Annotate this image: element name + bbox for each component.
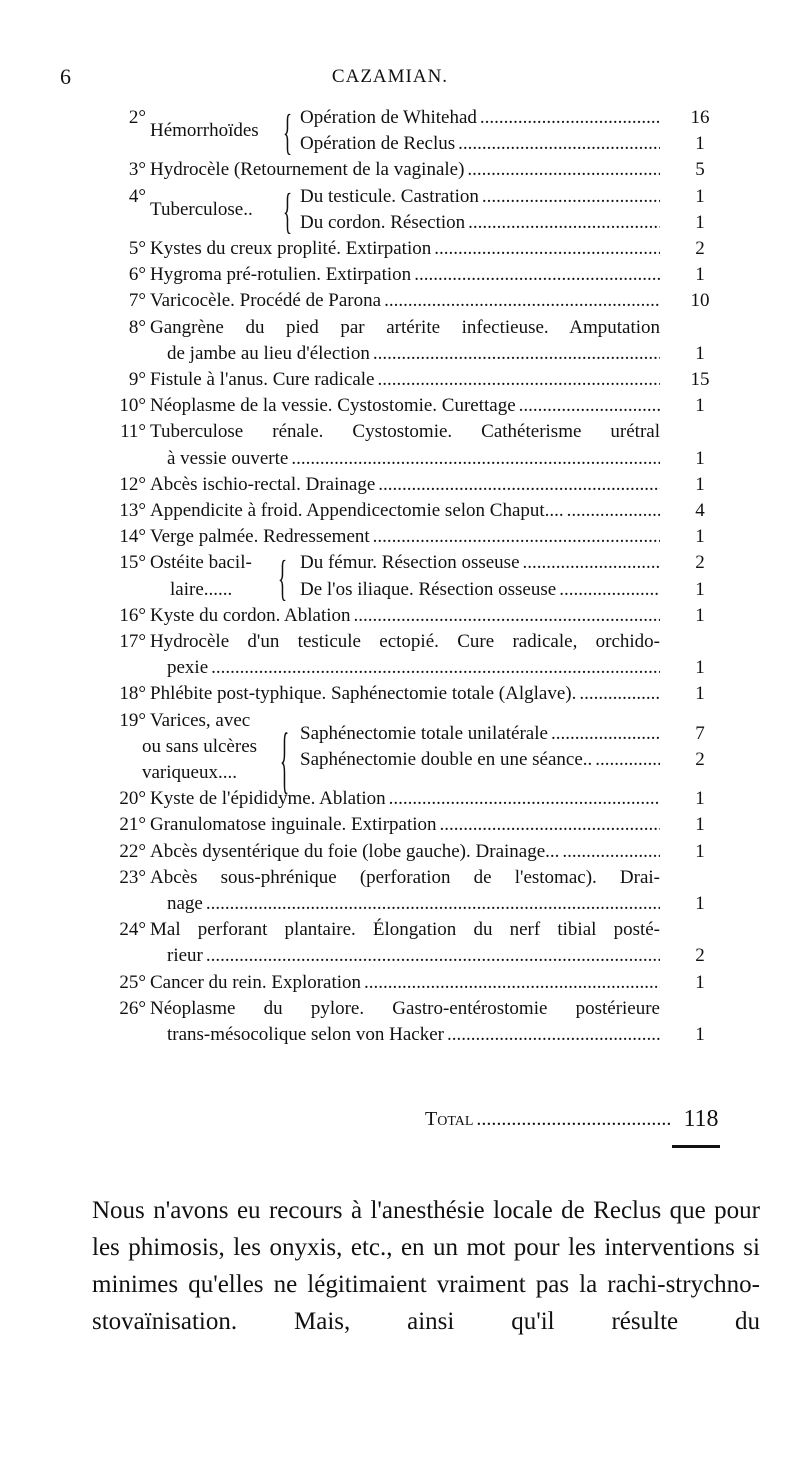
entry-text xyxy=(150,393,660,419)
entry-count: 2 xyxy=(695,945,705,967)
entry-count: 2 xyxy=(695,748,705,770)
entry-text-text: Appendicite à froid. Appendicectomie selon Chaput.... xyxy=(150,500,564,521)
item-number: 12° xyxy=(119,473,146,495)
entry-count: 1 xyxy=(695,604,705,626)
entry-text-text: Hydrocèle (Retournement de la vaginale) xyxy=(150,159,465,181)
entry-text xyxy=(167,341,660,367)
entry-text xyxy=(167,891,660,917)
entry-count: 2 xyxy=(695,552,705,574)
entry-text-text: Fistule à l'anus. Cure radicale xyxy=(150,369,375,390)
entry-count: 1 xyxy=(695,578,705,600)
item-number: 7° xyxy=(128,290,146,312)
entry-text xyxy=(150,262,660,288)
entry-count: 1 xyxy=(695,971,705,993)
sub-entry xyxy=(300,577,660,603)
sub-entry-text: De l'os iliaque. Résection osseuse xyxy=(300,578,557,600)
item-number: 17° xyxy=(119,631,146,652)
entry-count: 1 xyxy=(695,788,705,810)
sub-entry-text: Saphénectomie double en une séance.. xyxy=(300,748,593,770)
entry-count: 1 xyxy=(695,657,705,679)
item-number: 20° xyxy=(119,788,146,810)
entry-text: Gangrène du pied par artérite infectieuse. Amputation xyxy=(150,316,660,338)
sub-entry-text: Saphénectomie totale unilatérale xyxy=(300,722,548,744)
entry-count: 5 xyxy=(695,159,705,181)
brace: { xyxy=(283,184,293,240)
entry-text-text: Abcès ischio-rectal. Drainage xyxy=(150,473,376,495)
entry-text xyxy=(150,367,660,393)
item-number: 22° xyxy=(119,840,146,862)
entry-text-text: Granulomatose inguinale. Extirpation xyxy=(150,814,437,836)
entry-count: 1 xyxy=(695,185,705,207)
entry-count: 2 xyxy=(695,238,705,259)
entry-text xyxy=(167,943,660,969)
entry-text-text: Verge palmée. Redressement xyxy=(150,526,370,548)
entry-text: Hydrocèle d'un testicule ectopié. Cure radicale, orchido- xyxy=(150,631,660,652)
item-number: 21° xyxy=(119,814,146,836)
item-label: variqueux.... xyxy=(142,762,237,783)
entry-count: 1 xyxy=(695,683,705,705)
item-number: 10° xyxy=(119,395,146,417)
brace: { xyxy=(278,551,288,606)
brace: { xyxy=(283,105,293,161)
entry-count: 1 xyxy=(695,526,705,548)
entry-count: 1 xyxy=(695,473,705,495)
sub-entry xyxy=(300,747,660,773)
entry-text xyxy=(150,603,660,629)
item-number: 19° xyxy=(119,709,146,731)
entry-count: 1 xyxy=(695,342,705,364)
item-number: 25° xyxy=(119,971,146,993)
entry-text xyxy=(150,524,660,550)
sub-entry xyxy=(300,550,660,576)
item-number: 4° xyxy=(128,185,146,207)
entry-text-text: Kyste de l'épididyme. Ablation xyxy=(150,788,386,810)
entry-text xyxy=(150,786,660,812)
entry-text: Néoplasme du pylore. Gastro-entérostomie postérieure xyxy=(150,997,660,1019)
item-number: 26° xyxy=(119,997,146,1019)
item-number: 6° xyxy=(128,264,146,286)
brace: { xyxy=(280,720,290,803)
entry-text-text: à vessie ouverte xyxy=(167,447,289,469)
entry-text xyxy=(150,970,660,996)
entry-text-text: nage xyxy=(167,893,203,914)
entry-count: 10 xyxy=(690,290,710,312)
entry-text-text: Néoplasme de la vessie. Cystostomie. Curettage xyxy=(150,395,516,417)
item-label: Tuberculose.. xyxy=(150,198,253,220)
entry-count: 1 xyxy=(695,893,705,914)
entry-text xyxy=(150,498,660,524)
item-label: ou sans ulcères xyxy=(142,735,258,757)
sub-entry xyxy=(300,184,660,210)
entry-text-text: pexie xyxy=(167,657,209,679)
entry-text-text: Phlébite post-typhique. Saphénectomie totale (Alglave). xyxy=(150,683,577,705)
item-number: 16° xyxy=(119,604,146,626)
entry-text xyxy=(150,236,660,262)
entry-count: 1 xyxy=(695,447,705,469)
sub-entry xyxy=(300,131,660,157)
entry-text-text: rieur xyxy=(167,945,203,967)
entry-text xyxy=(150,288,660,314)
item-label: laire...... xyxy=(170,578,233,600)
item-number: 5° xyxy=(128,238,146,259)
entry-text: Abcès sous-phrénique (perforation de l'estomac). Drai- xyxy=(150,866,660,888)
entry-text xyxy=(150,157,660,183)
entry-text xyxy=(167,655,660,681)
item-number: 15° xyxy=(119,552,146,574)
entry-text: Tuberculose rénale. Cystostomie. Cathéterisme urétral xyxy=(150,421,660,443)
item-number: 3° xyxy=(128,159,146,181)
entry-text-text: Abcès dysentérique du foie (lobe gauche). Drainage... xyxy=(150,840,560,862)
item-number: 24° xyxy=(119,919,146,941)
entry-count: 1 xyxy=(695,1024,705,1045)
total-label: Total xyxy=(425,1108,474,1130)
entry-count: 1 xyxy=(695,395,705,417)
total-row xyxy=(425,1106,670,1132)
entry-text xyxy=(167,446,660,472)
item-number: 11° xyxy=(120,421,146,443)
entry-text xyxy=(150,472,660,498)
entry-count: 15 xyxy=(690,369,710,390)
item-number: 23° xyxy=(119,866,146,888)
entry-text xyxy=(150,812,660,838)
entry-count: 1 xyxy=(695,814,705,836)
item-label: Varices, avec xyxy=(150,709,251,731)
entry-count: 1 xyxy=(695,211,705,233)
sub-entry-text: Opération de Whitehad xyxy=(300,107,477,128)
entry-count: 1 xyxy=(695,133,705,155)
sub-entry xyxy=(300,721,660,747)
entry-count: 16 xyxy=(690,107,710,128)
item-number: 9° xyxy=(128,369,146,390)
item-number: 14° xyxy=(119,526,146,548)
entry-text xyxy=(167,1022,660,1048)
entry-text-text: Varicocèle. Procédé de Parona xyxy=(150,290,382,312)
sub-entry-text: Du testicule. Castration xyxy=(300,185,479,207)
sub-entry-text: Du cordon. Résection xyxy=(300,211,466,233)
entry-count: 7 xyxy=(695,722,705,744)
page-header xyxy=(60,64,720,94)
entry-text-text: Hygroma pré-rotulien. Extirpation xyxy=(150,264,412,286)
item-label: Ostéite bacil- xyxy=(150,552,252,574)
entry-text xyxy=(150,839,660,865)
item-number: 2° xyxy=(128,107,146,128)
entry-text-text: Cancer du rein. Exploration xyxy=(150,971,362,993)
entry-count: 4 xyxy=(695,500,705,521)
total-value: 118 xyxy=(683,1106,719,1132)
total-rule xyxy=(672,1145,720,1148)
item-number: 8° xyxy=(128,316,146,338)
sub-entry xyxy=(300,105,660,131)
body-paragraph: Nous n'avons eu recours à l'anesthésie locale de Reclus que pour les phimosis, les onyxis, etc., en un mot pour les interventions si minimes qu'elles ne légitimaient vraiment pas la rachi-strychno-stovaïnisation. Mais, ainsi qu'il résulte du xyxy=(92,1197,760,1335)
entry-count: 1 xyxy=(695,840,705,862)
sub-entry-text: Du fémur. Résection osseuse xyxy=(300,552,520,574)
entry-text-text: Kystes du creux proplité. Extirpation xyxy=(150,238,432,259)
sub-entry xyxy=(300,210,660,236)
entry-text xyxy=(150,681,660,707)
page-number: 6 xyxy=(60,64,71,89)
running-head: CAZAMIAN. xyxy=(331,66,449,87)
entry-text-text: de jambe au lieu d'élection xyxy=(167,342,370,364)
item-number: 18° xyxy=(119,683,146,705)
entry-text-text: Kyste du cordon. Ablation xyxy=(150,604,351,626)
item-label: Hémorrhoïdes xyxy=(150,120,259,142)
entry-text-text: trans-mésocolique selon von Hacker xyxy=(167,1024,444,1045)
entry-count: 1 xyxy=(695,264,705,286)
sub-entry-text: Opération de Reclus xyxy=(300,133,456,155)
entry-text: Mal perforant plantaire. Élongation du nerf tibial posté- xyxy=(150,919,660,941)
item-number: 13° xyxy=(119,500,146,521)
